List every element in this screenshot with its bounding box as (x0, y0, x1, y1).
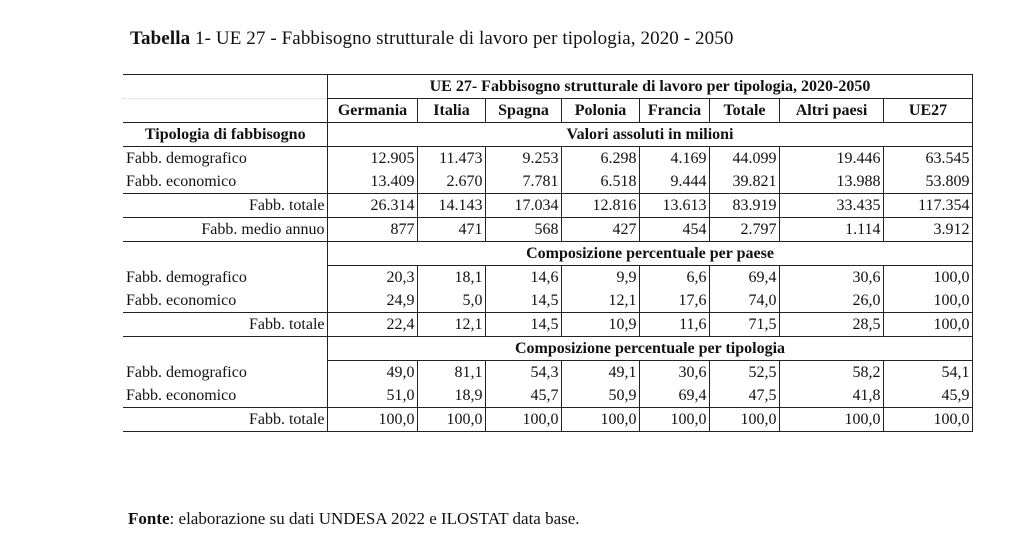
table-cell: 18,9 (417, 384, 485, 408)
table-cell: 22,4 (327, 313, 417, 337)
table-cell: 12.905 (327, 147, 417, 171)
table-row (123, 266, 972, 290)
table-cell: 12,1 (417, 313, 485, 337)
table-cell: 71,5 (709, 313, 779, 337)
table-cell: 100,0 (485, 408, 561, 432)
table-cell: 51,0 (327, 384, 417, 408)
row-label: Fabb. medio annuo (123, 218, 327, 242)
table-cell: 14,6 (485, 266, 561, 290)
table-cell: 2.670 (417, 170, 485, 194)
row-label: Fabb. economico (126, 292, 237, 309)
table-cell: 47,5 (709, 384, 779, 408)
table-cell: 100,0 (883, 266, 972, 290)
table-cell: 69,4 (709, 266, 779, 290)
column-header: Italia (417, 99, 485, 123)
table-cell: 17.034 (485, 194, 561, 218)
table-cell: 44.099 (709, 147, 779, 171)
row-label: Fabb. demografico (126, 364, 247, 381)
caption-prefix: Tabella (130, 28, 191, 49)
column-header: Francia (639, 99, 709, 123)
section-heading-row (123, 242, 972, 266)
column-header-row (123, 99, 972, 123)
table-cell: 100,0 (639, 408, 709, 432)
empty-label-cell (123, 337, 327, 361)
source-prefix: Fonte (128, 509, 170, 528)
source-text: : elaborazione su dati UNDESA 2022 e ILOSTAT data base. (169, 509, 580, 528)
table-row (123, 384, 972, 408)
table-cell: 28,5 (779, 313, 883, 337)
column-header: UE27 (883, 99, 972, 123)
empty-corner (123, 75, 327, 99)
row-label: Fabb. demografico (126, 269, 247, 286)
table-cell: 100,0 (883, 408, 972, 432)
table-cell: 63.545 (883, 147, 972, 171)
table-cell: 454 (639, 218, 709, 242)
table-cell: 100,0 (709, 408, 779, 432)
table-cell: 2.797 (709, 218, 779, 242)
table-cell: 52,5 (709, 361, 779, 385)
data-table (123, 74, 973, 432)
table-cell: 117.354 (883, 194, 972, 218)
table-cell: 58,2 (779, 361, 883, 385)
table-cell: 9.253 (485, 147, 561, 171)
table-cell: 45,9 (883, 384, 972, 408)
table-row (123, 194, 972, 218)
table-row (123, 147, 972, 171)
table-cell: 12.816 (561, 194, 639, 218)
table-cell: 1.114 (779, 218, 883, 242)
table-cell: 6.518 (561, 170, 639, 194)
source-note (128, 509, 580, 529)
column-header: Altri paesi (779, 99, 883, 123)
table-row (123, 361, 972, 385)
table-cell: 100,0 (883, 313, 972, 337)
table-cell: 427 (561, 218, 639, 242)
column-header: Germania (327, 99, 417, 123)
table-cell: 12,1 (561, 289, 639, 313)
table-cell: 24,9 (327, 289, 417, 313)
section-heading: Valori assoluti in milioni (327, 123, 972, 147)
row-label: Fabb. economico (126, 387, 237, 404)
row-label: Fabb. totale (123, 408, 327, 432)
table-row (123, 218, 972, 242)
table-cell: 33.435 (779, 194, 883, 218)
table-row (123, 313, 972, 337)
table-cell: 11.473 (417, 147, 485, 171)
column-header: Spagna (485, 99, 561, 123)
table-cell: 18,1 (417, 266, 485, 290)
row-header-row (123, 123, 972, 147)
table-cell: 6.298 (561, 147, 639, 171)
empty-label-cell (123, 242, 327, 266)
table-cell: 45,7 (485, 384, 561, 408)
table-cell: 26.314 (327, 194, 417, 218)
table-cell: 69,4 (639, 384, 709, 408)
table-title: UE 27- Fabbisogno strutturale di lavoro per tipologia, 2020-2050 (327, 75, 972, 99)
table-cell: 14,5 (485, 313, 561, 337)
data-table-container (123, 74, 972, 432)
table-cell: 3.912 (883, 218, 972, 242)
table-cell: 17,6 (639, 289, 709, 313)
table-cell: 14,5 (485, 289, 561, 313)
row-label: Fabb. totale (123, 194, 327, 218)
table-cell: 30,6 (639, 361, 709, 385)
caption-text: 1- UE 27 - Fabbisogno strutturale di lavoro per tipologia, 2020 - 2050 (190, 28, 734, 49)
table-cell: 9,9 (561, 266, 639, 290)
empty-corner (123, 99, 327, 123)
table-row (123, 408, 972, 432)
table-row (123, 170, 972, 194)
table-cell: 39.821 (709, 170, 779, 194)
section-heading: Composizione percentuale per paese (327, 242, 972, 266)
section-heading: Composizione percentuale per tipologia (327, 337, 972, 361)
table-cell: 74,0 (709, 289, 779, 313)
table-cell: 81,1 (417, 361, 485, 385)
table-cell: 54,3 (485, 361, 561, 385)
table-cell: 100,0 (327, 408, 417, 432)
table-cell: 10,9 (561, 313, 639, 337)
table-cell: 50,9 (561, 384, 639, 408)
table-cell: 5,0 (417, 289, 485, 313)
column-header: Polonia (561, 99, 639, 123)
section-heading-row (123, 337, 972, 361)
table-cell: 49,1 (561, 361, 639, 385)
table-cell: 4.169 (639, 147, 709, 171)
table-cell: 53.809 (883, 170, 972, 194)
table-cell: 7.781 (485, 170, 561, 194)
title-row (123, 75, 972, 99)
table-cell: 11,6 (639, 313, 709, 337)
table-cell: 100,0 (883, 289, 972, 313)
row-label: Fabb. demografico (126, 150, 247, 167)
column-header: Totale (709, 99, 779, 123)
table-row (123, 289, 972, 313)
table-cell: 30,6 (779, 266, 883, 290)
table-cell: 41,8 (779, 384, 883, 408)
table-cell: 83.919 (709, 194, 779, 218)
table-cell: 49,0 (327, 361, 417, 385)
table-cell: 100,0 (561, 408, 639, 432)
row-label: Fabb. totale (123, 313, 327, 337)
table-cell: 6,6 (639, 266, 709, 290)
table-cell: 20,3 (327, 266, 417, 290)
table-cell: 19.446 (779, 147, 883, 171)
table-cell: 9.444 (639, 170, 709, 194)
table-cell: 100,0 (779, 408, 883, 432)
table-cell: 471 (417, 218, 485, 242)
row-header: Tipologia di fabbisogno (123, 123, 327, 147)
table-cell: 13.409 (327, 170, 417, 194)
table-cell: 26,0 (779, 289, 883, 313)
row-label: Fabb. economico (126, 173, 237, 190)
table-caption (130, 28, 733, 50)
table-cell: 13.613 (639, 194, 709, 218)
table-cell: 568 (485, 218, 561, 242)
table-cell: 54,1 (883, 361, 972, 385)
table-cell: 100,0 (417, 408, 485, 432)
table-cell: 14.143 (417, 194, 485, 218)
table-cell: 877 (327, 218, 417, 242)
table-cell: 13.988 (779, 170, 883, 194)
